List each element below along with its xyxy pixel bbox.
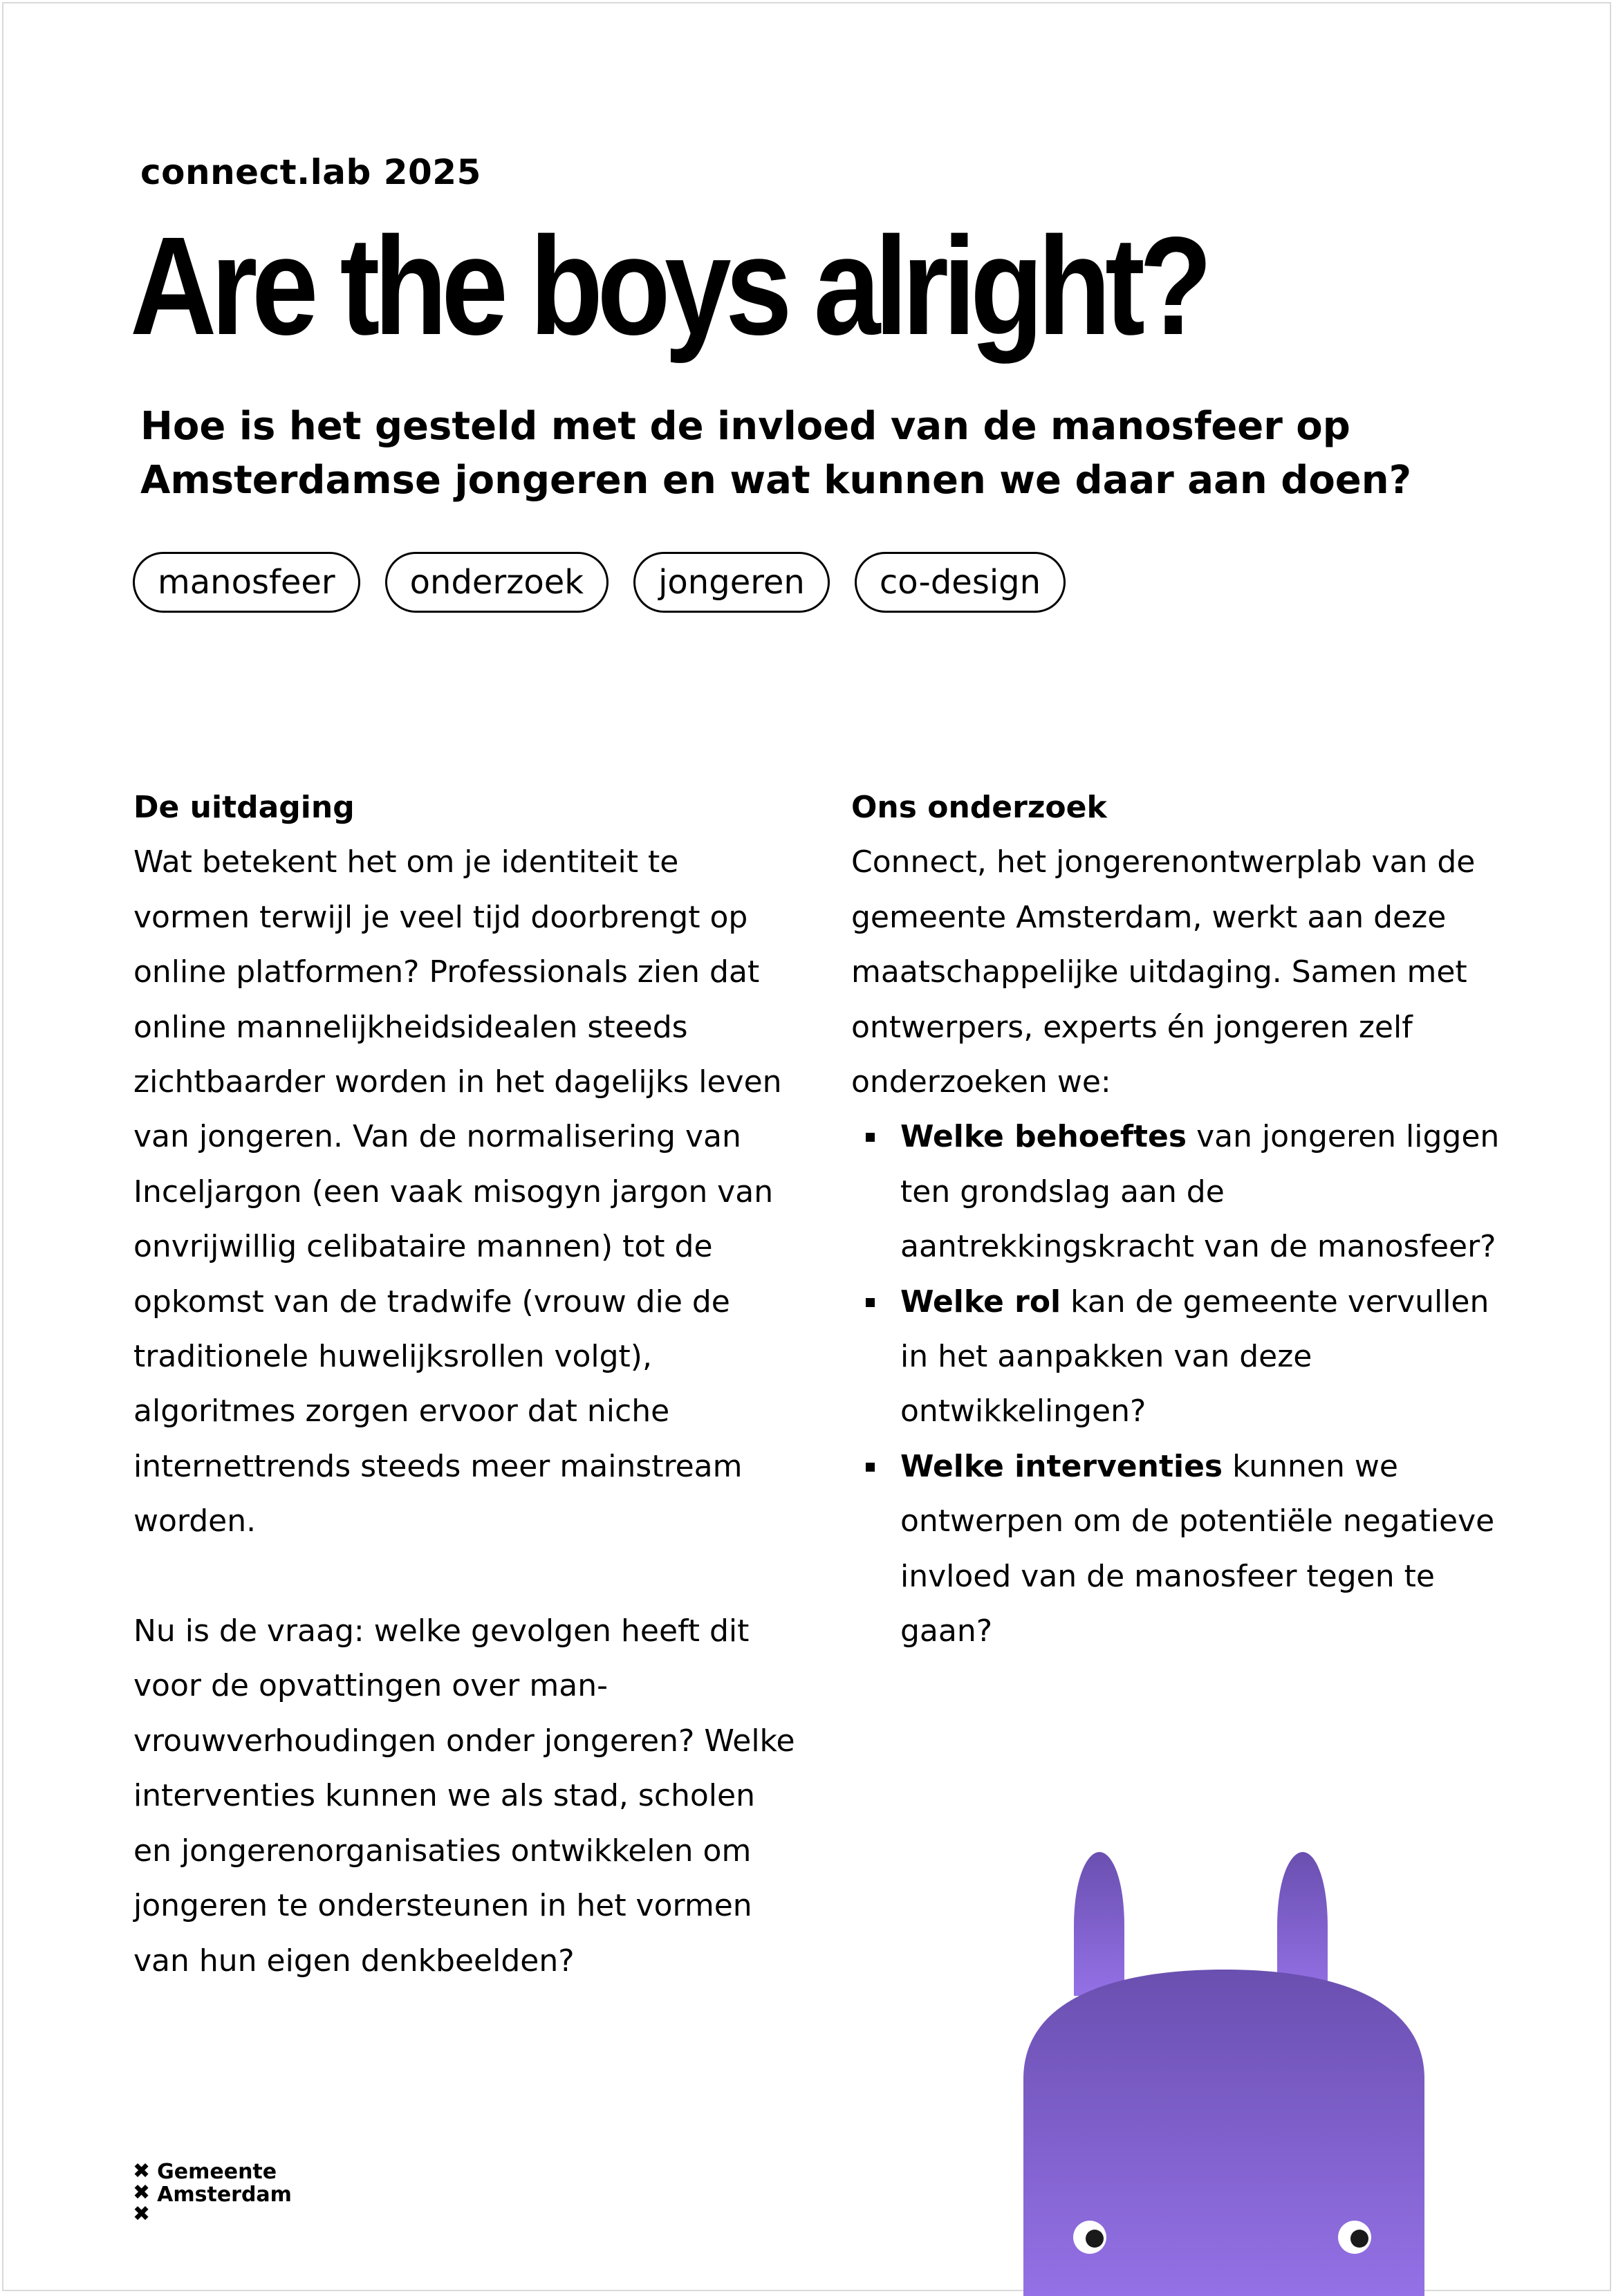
challenge-paragraph-2: Nu is de vraag: welke gevolgen heeft dit voor de opvattingen over man-vrouwverhoudingen onder jongeren? Welke interventies kunnen we als stad, scholen en jongerenorganisaties ontwikkelen om jongeren te ondersteunen in het vormen van hun eigen denkbeelden? (133, 1613, 795, 1979)
subtitle: Hoe is het gesteld met de invloed van de manosfeer op Amsterdamse jongeren en wat kunnen we daar aan doen? (140, 404, 1412, 503)
left-ear (1074, 1852, 1124, 1996)
research-question (900, 1109, 1515, 1274)
logo-line-1: Gemeente (157, 2160, 277, 2184)
research-question (900, 1439, 1515, 1659)
andreas-cross-icon: ✖ ✖ ✖ (133, 2159, 151, 2226)
tag-manosfeer: manosfeer (133, 552, 360, 613)
research-question-emphasis: Welke interventies (900, 1448, 1223, 1484)
tag-list (133, 552, 1066, 613)
research-question-text: kan de gemeente vervullen in het aanpakken van deze ontwikkelingen? (900, 1284, 1489, 1429)
research-heading: Ons onderzoek (851, 790, 1107, 825)
left-pupil (1086, 2230, 1104, 2248)
research-question (900, 1275, 1515, 1439)
research-intro: Connect, het jongerenontwerplab van de gemeente Amsterdam, werkt aan deze maatschappelijke uitdaging. Samen met ontwerpers, experts én jongeren zelf onderzoeken we: (851, 844, 1476, 1100)
challenge-section (133, 780, 797, 1988)
research-question-text: van jongeren liggen ten grondslag aan de aantrekkingskracht van de manosfeer? (900, 1119, 1500, 1265)
research-question-text: kunnen we ontwerpen om de potentiële negatieve invloed van de manosfeer tegen te gaan? (900, 1448, 1495, 1649)
tag-jongeren: jongeren (633, 552, 830, 613)
research-question-emphasis: Welke rol (900, 1284, 1061, 1320)
research-question-list (851, 1109, 1515, 1658)
challenge-paragraph-1: Wat betekent het om je identiteit te vormen terwijl je veel tijd doorbrengt op online platformen? Professionals zien dat online mannelijkheidsidealen steeds zichtbaarder worden in het dagelijks leven van jongeren. Van de normalisering van Inceljargon (een vaak misogyn jargon van onvrijwillig celibataire mannen) tot de opkomst van de tradwife (vrouw die de traditionele huwelijksrollen volgt), algoritmes zorgen ervoor dat niche internettrends steeds meer mainstream worden. (133, 844, 782, 1539)
page-title: Are the boys alright? (130, 207, 1207, 364)
right-pupil (1350, 2230, 1368, 2248)
logo-line-2: Amsterdam (157, 2183, 292, 2207)
gemeente-amsterdam-logo (133, 2160, 292, 2225)
challenge-heading: De uitdaging (133, 790, 355, 825)
tag-co-design: co-design (855, 552, 1066, 613)
research-section (851, 780, 1515, 1659)
research-question-emphasis: Welke behoeftes (900, 1119, 1187, 1155)
purple-rabbit-mascot-illustration (1023, 1851, 1424, 2296)
logo-text (157, 2160, 292, 2225)
kicker: connect.lab 2025 (140, 152, 481, 192)
tag-onderzoek: onderzoek (385, 552, 609, 613)
